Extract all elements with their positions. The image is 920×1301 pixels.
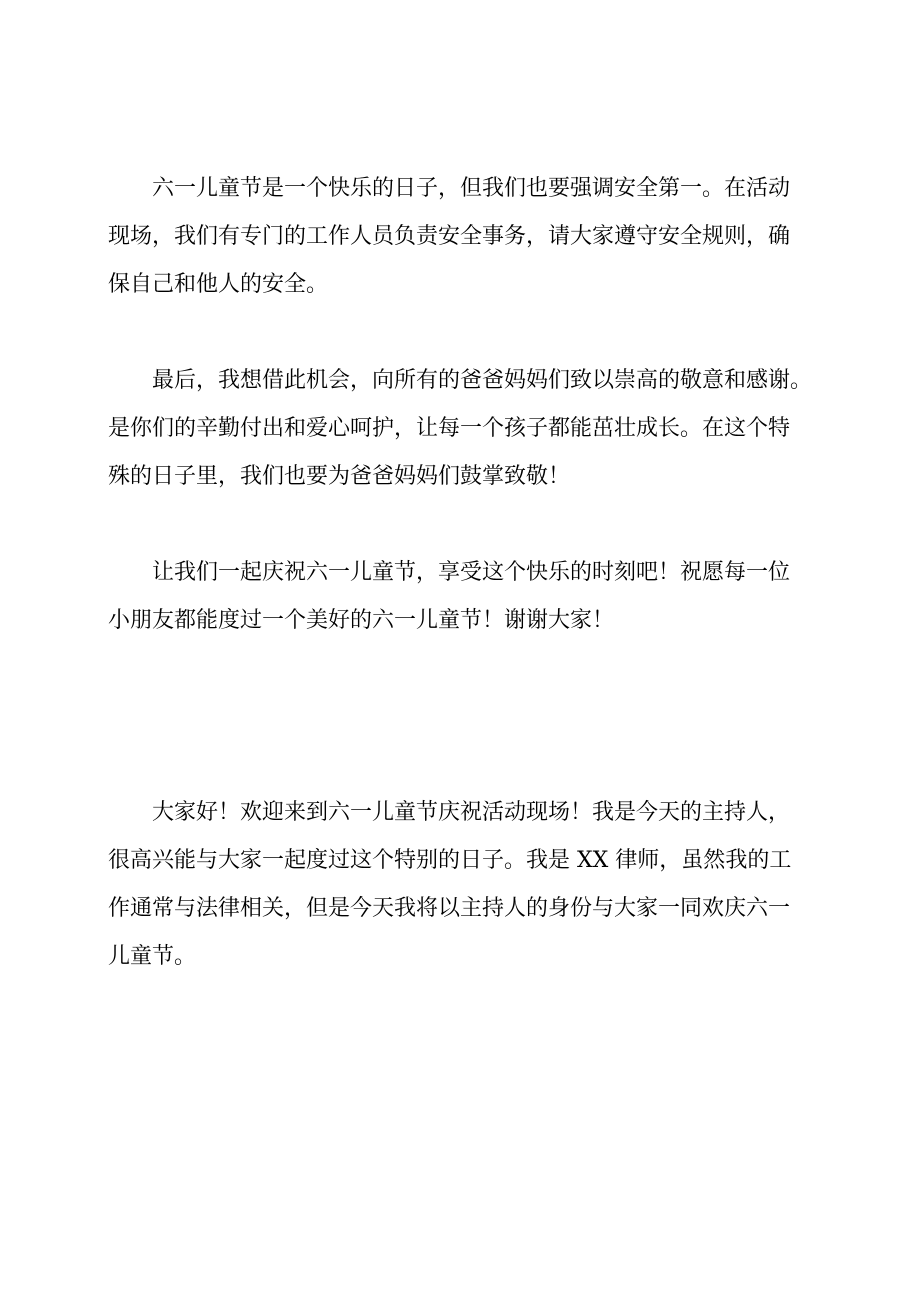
paragraph-line: 儿童节。 (108, 944, 197, 969)
paragraph-line: 殊的日子里，我们也要为爸爸妈妈们鼓掌致敬！ (108, 464, 571, 489)
paragraph-line: 六一儿童节是一个快乐的日子，但我们也要强调安全第一。在活动 (152, 176, 791, 201)
paragraph-line: 让我们一起庆祝六一儿童节，享受这个快乐的时刻吧！祝愿每一位 (152, 560, 791, 585)
paragraph-line: 大家好！欢迎来到六一儿童节庆祝活动现场！我是今天的主持人， (152, 800, 791, 825)
paragraph-line: 最后，我想借此机会，向所有的爸爸妈妈们致以崇高的敬意和感谢。 (152, 368, 813, 393)
paragraph-line: 作通常与法律相关，但是今天我将以主持人的身份与大家一同欢庆六一 (108, 896, 791, 921)
paragraph-line: 保自己和他人的安全。 (108, 272, 329, 297)
paragraph-thanks-parents (108, 357, 828, 501)
paragraph-line: 很高兴能与大家一起度过这个特别的日子。我是 XX 律师，虽然我的工 (108, 848, 792, 873)
paragraph-line: 小朋友都能度过一个美好的六一儿童节！谢谢大家！ (108, 608, 615, 633)
paragraph-closing (108, 549, 828, 645)
paragraph-host-opening (108, 789, 828, 981)
paragraph-safety (108, 165, 828, 309)
paragraph-line: 现场，我们有专门的工作人员负责安全事务，请大家遵守安全规则，确 (108, 224, 791, 249)
paragraph-line: 是你们的辛勤付出和爱心呵护，让每一个孩子都能茁壮成长。在这个特 (108, 416, 791, 441)
